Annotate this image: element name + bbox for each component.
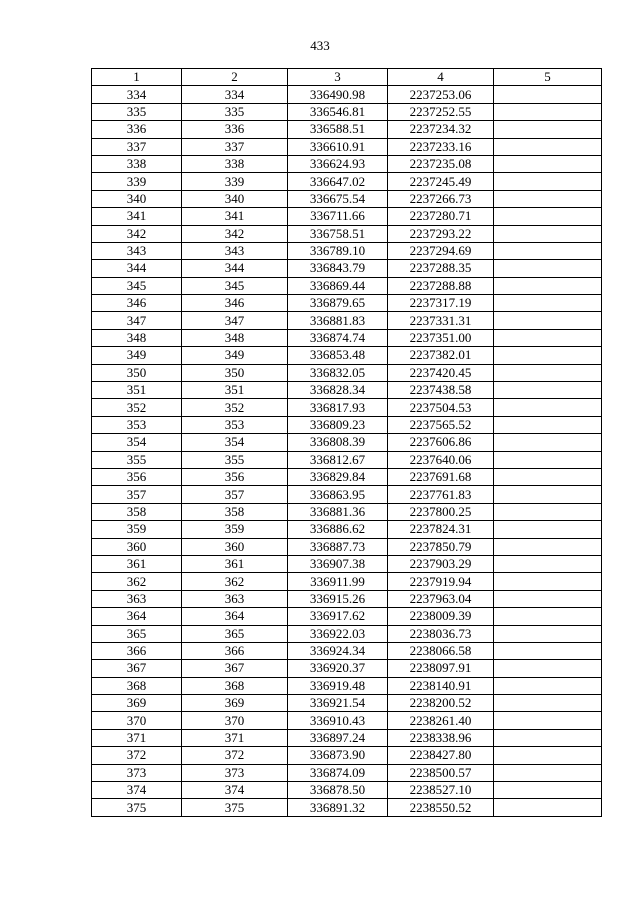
cell-note [494,173,602,190]
page-number: 433 [310,38,330,53]
cell-point-number: 369 [92,695,182,712]
cell-note [494,486,602,503]
cell-point-label: 342 [182,225,288,242]
cell-point-label: 363 [182,590,288,607]
cell-note [494,451,602,468]
table-row [92,382,602,399]
table-row [92,155,602,172]
table-row [92,695,602,712]
cell-point-number: 368 [92,677,182,694]
cell-point-number: 341 [92,208,182,225]
cell-coord-x: 336809.23 [288,416,388,433]
cell-point-label: 360 [182,538,288,555]
cell-coord-x: 336878.50 [288,782,388,799]
cell-point-number: 335 [92,103,182,120]
cell-note [494,590,602,607]
cell-coord-x: 336869.44 [288,277,388,294]
cell-coord-y: 2237824.31 [388,521,494,538]
cell-note [494,208,602,225]
cell-point-label: 357 [182,486,288,503]
cell-coord-x: 336921.54 [288,695,388,712]
cell-coord-y: 2237288.88 [388,277,494,294]
cell-coord-y: 2238140.91 [388,677,494,694]
header-col-3: 3 [288,69,388,86]
cell-coord-y: 2237438.58 [388,382,494,399]
cell-coord-x: 336817.93 [288,399,388,416]
cell-point-label: 359 [182,521,288,538]
cell-note [494,503,602,520]
table-row [92,416,602,433]
cell-coord-x: 336675.54 [288,190,388,207]
cell-note [494,538,602,555]
cell-point-label: 335 [182,103,288,120]
cell-coord-y: 2237233.16 [388,138,494,155]
cell-coord-x: 336789.10 [288,242,388,259]
cell-coord-x: 336886.62 [288,521,388,538]
cell-coord-y: 2237294.69 [388,242,494,259]
cell-coord-y: 2237280.71 [388,208,494,225]
cell-coord-y: 2237235.08 [388,155,494,172]
cell-note [494,382,602,399]
table-row [92,364,602,381]
cell-point-number: 347 [92,312,182,329]
cell-point-label: 372 [182,747,288,764]
cell-note [494,329,602,346]
cell-point-number: 336 [92,121,182,138]
cell-coord-x: 336917.62 [288,608,388,625]
header-row [92,69,602,86]
table-row [92,573,602,590]
cell-point-label: 365 [182,625,288,642]
cell-coord-x: 336828.34 [288,382,388,399]
table-row [92,138,602,155]
cell-coord-x: 336887.73 [288,538,388,555]
cell-coord-y: 2237253.06 [388,86,494,103]
cell-note [494,295,602,312]
cell-point-label: 345 [182,277,288,294]
cell-coord-x: 336920.37 [288,660,388,677]
cell-coord-y: 2237691.68 [388,468,494,485]
cell-point-label: 354 [182,434,288,451]
cell-coord-y: 2237565.52 [388,416,494,433]
cell-point-number: 346 [92,295,182,312]
cell-point-label: 338 [182,155,288,172]
header-col-4: 4 [388,69,494,86]
cell-coord-y: 2238338.96 [388,729,494,746]
table-row [92,242,602,259]
cell-point-label: 369 [182,695,288,712]
cell-point-label: 375 [182,799,288,816]
cell-point-label: 336 [182,121,288,138]
table-row [92,486,602,503]
cell-point-number: 357 [92,486,182,503]
cell-point-label: 352 [182,399,288,416]
cell-coord-x: 336843.79 [288,260,388,277]
cell-coord-y: 2238036.73 [388,625,494,642]
cell-point-label: 366 [182,642,288,659]
cell-point-label: 368 [182,677,288,694]
cell-point-number: 363 [92,590,182,607]
cell-point-label: 373 [182,764,288,781]
cell-note [494,399,602,416]
cell-note [494,573,602,590]
table-row [92,468,602,485]
cell-point-number: 351 [92,382,182,399]
table-row [92,764,602,781]
cell-coord-x: 336546.81 [288,103,388,120]
cell-point-label: 348 [182,329,288,346]
cell-point-label: 344 [182,260,288,277]
cell-coord-y: 2237331.31 [388,312,494,329]
cell-coord-x: 336829.84 [288,468,388,485]
cell-coord-x: 336832.05 [288,364,388,381]
cell-point-label: 371 [182,729,288,746]
cell-point-number: 353 [92,416,182,433]
cell-note [494,312,602,329]
cell-coord-y: 2237252.55 [388,103,494,120]
cell-coord-x: 336881.83 [288,312,388,329]
header-col-2: 2 [182,69,288,86]
cell-point-number: 348 [92,329,182,346]
table-row [92,747,602,764]
cell-coord-x: 336879.65 [288,295,388,312]
table-row [92,503,602,520]
cell-note [494,277,602,294]
cell-point-number: 359 [92,521,182,538]
cell-note [494,747,602,764]
cell-point-number: 366 [92,642,182,659]
cell-point-label: 351 [182,382,288,399]
table-row [92,190,602,207]
cell-point-label: 346 [182,295,288,312]
cell-note [494,695,602,712]
cell-note [494,660,602,677]
cell-point-label: 340 [182,190,288,207]
cell-coord-x: 336924.34 [288,642,388,659]
cell-note [494,225,602,242]
cell-point-label: 362 [182,573,288,590]
cell-point-label: 334 [182,86,288,103]
cell-coord-y: 2237963.04 [388,590,494,607]
table-row [92,260,602,277]
table-row [92,295,602,312]
cell-coord-y: 2238066.58 [388,642,494,659]
cell-note [494,121,602,138]
table-row [92,347,602,364]
cell-coord-x: 336610.91 [288,138,388,155]
cell-point-number: 339 [92,173,182,190]
cell-coord-x: 336711.66 [288,208,388,225]
cell-note [494,712,602,729]
table-row [92,312,602,329]
table-row [92,86,602,103]
cell-coord-x: 336897.24 [288,729,388,746]
cell-coord-y: 2237293.22 [388,225,494,242]
cell-note [494,642,602,659]
cell-point-number: 362 [92,573,182,590]
cell-point-label: 343 [182,242,288,259]
cell-note [494,799,602,816]
cell-point-label: 350 [182,364,288,381]
cell-coord-y: 2238261.40 [388,712,494,729]
cell-point-number: 340 [92,190,182,207]
cell-coord-x: 336910.43 [288,712,388,729]
cell-coord-x: 336919.48 [288,677,388,694]
cell-point-label: 374 [182,782,288,799]
cell-coord-y: 2237288.35 [388,260,494,277]
cell-coord-y: 2237317.19 [388,295,494,312]
table-row [92,208,602,225]
cell-coord-y: 2237245.49 [388,173,494,190]
table-row [92,399,602,416]
table-row [92,677,602,694]
cell-point-number: 372 [92,747,182,764]
table-row [92,451,602,468]
cell-point-number: 370 [92,712,182,729]
cell-point-label: 367 [182,660,288,677]
cell-coord-x: 336490.98 [288,86,388,103]
cell-point-label: 364 [182,608,288,625]
table-row [92,590,602,607]
cell-coord-x: 336874.74 [288,329,388,346]
cell-coord-x: 336853.48 [288,347,388,364]
cell-note [494,242,602,259]
cell-coord-x: 336907.38 [288,555,388,572]
cell-note [494,364,602,381]
table-row [92,782,602,799]
cell-point-number: 334 [92,86,182,103]
cell-point-number: 371 [92,729,182,746]
cell-coord-x: 336624.93 [288,155,388,172]
cell-coord-y: 2238550.52 [388,799,494,816]
table-row [92,225,602,242]
cell-point-label: 370 [182,712,288,729]
cell-coord-x: 336891.32 [288,799,388,816]
cell-coord-y: 2238500.57 [388,764,494,781]
cell-point-number: 374 [92,782,182,799]
cell-coord-y: 2238527.10 [388,782,494,799]
cell-point-number: 373 [92,764,182,781]
cell-coord-x: 336911.99 [288,573,388,590]
cell-coord-x: 336812.67 [288,451,388,468]
cell-coord-x: 336863.95 [288,486,388,503]
cell-point-number: 350 [92,364,182,381]
cell-point-number: 367 [92,660,182,677]
cell-coord-y: 2237640.06 [388,451,494,468]
table-row [92,642,602,659]
cell-coord-y: 2238427.80 [388,747,494,764]
table-row [92,329,602,346]
cell-point-number: 343 [92,242,182,259]
cell-coord-x: 336922.03 [288,625,388,642]
cell-coord-x: 336915.26 [288,590,388,607]
cell-point-label: 358 [182,503,288,520]
cell-point-number: 358 [92,503,182,520]
header-col-1: 1 [92,69,182,86]
cell-note [494,782,602,799]
cell-point-number: 338 [92,155,182,172]
table-row [92,434,602,451]
cell-coord-y: 2237234.32 [388,121,494,138]
cell-point-number: 364 [92,608,182,625]
cell-point-number: 344 [92,260,182,277]
cell-point-number: 375 [92,799,182,816]
cell-point-number: 352 [92,399,182,416]
table-row [92,608,602,625]
table-row [92,121,602,138]
table-row [92,555,602,572]
table-row [92,521,602,538]
cell-note [494,677,602,694]
cell-point-number: 355 [92,451,182,468]
cell-note [494,416,602,433]
cell-point-label: 355 [182,451,288,468]
cell-note [494,347,602,364]
cell-point-label: 361 [182,555,288,572]
table-row [92,103,602,120]
cell-coord-y: 2237761.83 [388,486,494,503]
cell-point-label: 337 [182,138,288,155]
cell-note [494,764,602,781]
cell-point-number: 361 [92,555,182,572]
cell-coord-x: 336874.09 [288,764,388,781]
cell-note [494,138,602,155]
cell-coord-x: 336588.51 [288,121,388,138]
cell-point-number: 342 [92,225,182,242]
cell-coord-y: 2238097.91 [388,660,494,677]
cell-coord-y: 2237504.53 [388,399,494,416]
cell-coord-x: 336758.51 [288,225,388,242]
cell-point-number: 365 [92,625,182,642]
cell-coord-x: 336873.90 [288,747,388,764]
cell-coord-x: 336881.36 [288,503,388,520]
cell-coord-y: 2238009.39 [388,608,494,625]
cell-note [494,86,602,103]
cell-point-label: 349 [182,347,288,364]
table-row [92,799,602,816]
cell-note [494,729,602,746]
cell-note [494,103,602,120]
cell-point-label: 356 [182,468,288,485]
cell-point-label: 339 [182,173,288,190]
cell-coord-y: 2237919.94 [388,573,494,590]
table-row [92,173,602,190]
cell-note [494,190,602,207]
cell-note [494,625,602,642]
cell-coord-y: 2237351.00 [388,329,494,346]
cell-point-number: 337 [92,138,182,155]
coordinates-table [91,68,602,817]
cell-note [494,555,602,572]
cell-point-number: 345 [92,277,182,294]
cell-note [494,608,602,625]
cell-point-number: 356 [92,468,182,485]
cell-coord-y: 2237800.25 [388,503,494,520]
cell-coord-y: 2238200.52 [388,695,494,712]
cell-coord-y: 2237850.79 [388,538,494,555]
cell-coord-y: 2237382.01 [388,347,494,364]
cell-coord-y: 2237266.73 [388,190,494,207]
table-body [92,86,602,816]
cell-note [494,260,602,277]
cell-point-label: 347 [182,312,288,329]
table-row [92,538,602,555]
table-row [92,712,602,729]
cell-coord-y: 2237606.86 [388,434,494,451]
cell-coord-y: 2237903.29 [388,555,494,572]
cell-point-label: 341 [182,208,288,225]
cell-note [494,521,602,538]
cell-coord-x: 336808.39 [288,434,388,451]
table-row [92,660,602,677]
cell-coord-x: 336647.02 [288,173,388,190]
cell-point-number: 349 [92,347,182,364]
cell-point-number: 360 [92,538,182,555]
table-row [92,277,602,294]
table-header [92,69,602,86]
cell-coord-y: 2237420.45 [388,364,494,381]
cell-point-label: 353 [182,416,288,433]
cell-point-number: 354 [92,434,182,451]
cell-note [494,434,602,451]
cell-note [494,468,602,485]
table-row [92,729,602,746]
cell-note [494,155,602,172]
table-row [92,625,602,642]
header-col-5: 5 [494,69,602,86]
